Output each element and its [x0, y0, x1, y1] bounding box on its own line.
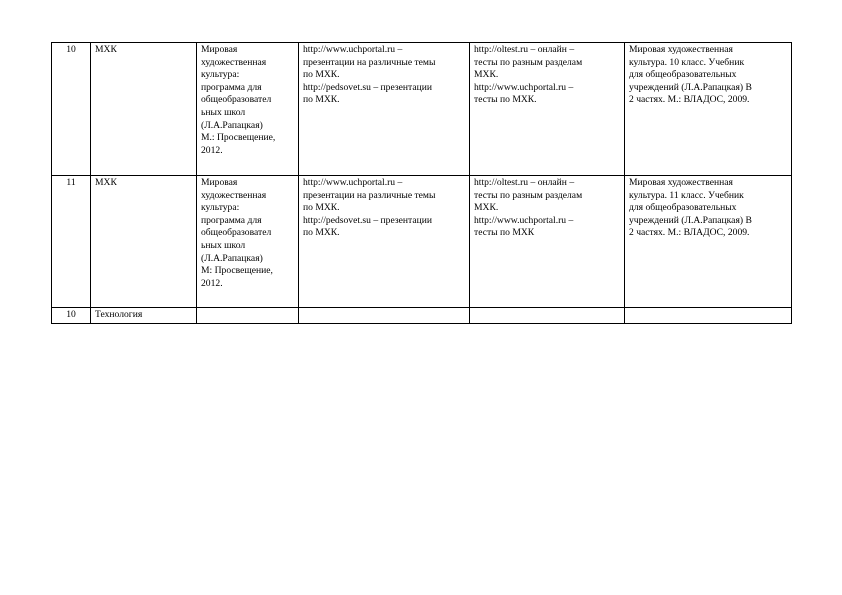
textbook-line: для общеобразовательных: [629, 69, 737, 81]
textbook-line: культура. 10 класс. Учебник: [629, 56, 745, 68]
test-link[interactable]: http://oltest.ru – онлайн –: [474, 44, 575, 55]
test-line: тесты по разным разделам: [474, 56, 583, 68]
textbook-cell: [625, 308, 792, 324]
program-line: М: Просвещение,: [201, 265, 273, 277]
program-line: программа для: [201, 81, 262, 93]
textbook-line: учреждений (Л.А.Рапацкая) В: [629, 81, 752, 93]
resource-link[interactable]: http://www.uchportal.ru –: [303, 177, 403, 188]
resource-line: по МХК.: [303, 202, 340, 214]
textbook-line: культура. 11 класс. Учебник: [629, 189, 744, 201]
textbook-cell: [625, 43, 792, 176]
resource-line: презентации на различные темы: [303, 56, 436, 68]
test-link[interactable]: http://www.uchportal.ru –: [474, 81, 574, 93]
resource-link[interactable]: http://www.uchportal.ru –: [303, 44, 403, 55]
grade-cell: 10: [52, 308, 91, 324]
grade-cell: 10: [52, 43, 91, 176]
program-cell: [197, 308, 299, 324]
program-line: (Л.А.Рапацкая): [201, 119, 263, 131]
program-line: культура:: [201, 202, 240, 214]
program-line: 2012.: [201, 277, 223, 289]
textbook-line: Мировая художественная: [629, 44, 733, 55]
program-line: программа для: [201, 214, 262, 226]
table-row: [52, 43, 792, 176]
grade-cell: 11: [52, 176, 91, 308]
tests-cell: [470, 308, 625, 324]
tests-cell: [470, 43, 625, 176]
resource-link[interactable]: http://pedsovet.su – презентации: [303, 81, 433, 93]
resource-line: по МХК.: [303, 94, 340, 106]
program-cell: [197, 176, 299, 308]
test-line: тесты по разным разделам: [474, 189, 583, 201]
table-row: [52, 308, 792, 324]
resource-line: презентации на различные темы: [303, 189, 436, 201]
textbook-line: Мировая художественная: [629, 177, 733, 188]
textbook-cell: [625, 176, 792, 308]
program-line: 2012.: [201, 144, 223, 156]
test-link[interactable]: http://www.uchportal.ru –: [474, 214, 574, 226]
resource-line: по МХК.: [303, 227, 340, 239]
resources-cell: [299, 43, 470, 176]
program-line: Мировая: [201, 44, 238, 55]
subject-cell: МХК: [91, 176, 197, 308]
tests-cell: [470, 176, 625, 308]
table-row: [52, 176, 792, 308]
test-line: МХК.: [474, 69, 499, 81]
textbook-line: для общеобразовательных: [629, 202, 737, 214]
program-line: М.: Просвещение,: [201, 132, 276, 144]
test-link[interactable]: http://oltest.ru – онлайн –: [474, 177, 575, 188]
test-line: тесты по МХК: [474, 227, 535, 239]
subject-cell: Технология: [91, 308, 197, 324]
resource-line: по МХК.: [303, 69, 340, 81]
test-line: тесты по МХК.: [474, 94, 537, 106]
resources-cell: [299, 308, 470, 324]
textbook-line: учреждений (Л.А.Рапацкая) В: [629, 214, 752, 226]
program-line: (Л.А.Рапацкая): [201, 252, 263, 264]
program-line: Мировая: [201, 177, 238, 188]
program-line: ьных школ: [201, 106, 246, 118]
resources-cell: [299, 176, 470, 308]
program-line: художественная: [201, 56, 267, 68]
program-line: общеобразовател: [201, 94, 272, 106]
resource-link[interactable]: http://pedsovet.su – презентации: [303, 214, 433, 226]
program-line: художественная: [201, 189, 267, 201]
textbook-line: 2 частях. М.: ВЛАДОС, 2009.: [629, 94, 750, 106]
textbook-line: 2 частях. М.: ВЛАДОС, 2009.: [629, 227, 750, 239]
program-line: общеобразовател: [201, 227, 272, 239]
subject-cell: МХК: [91, 43, 197, 176]
program-cell: [197, 43, 299, 176]
program-line: ьных школ: [201, 239, 246, 251]
curriculum-table: [51, 42, 792, 324]
program-line: культура:: [201, 69, 240, 81]
test-line: МХК.: [474, 202, 499, 214]
